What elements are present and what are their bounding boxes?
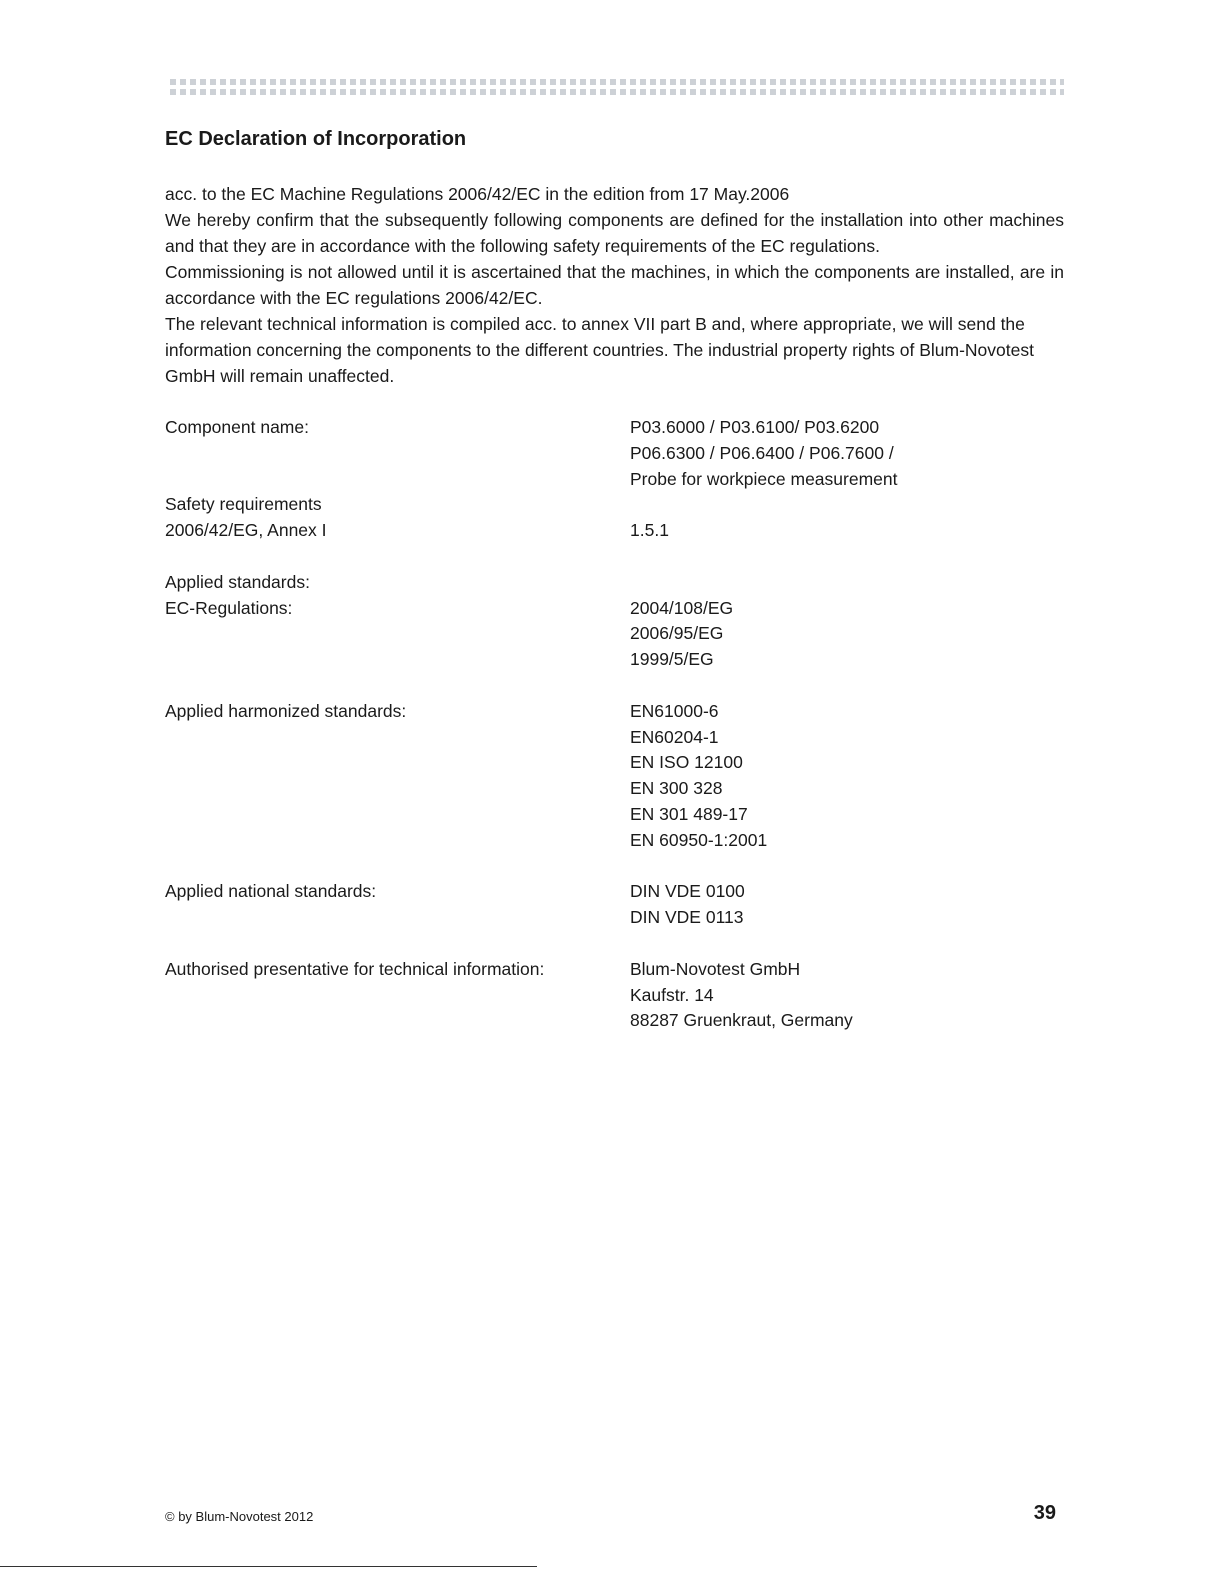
harmonized-standard-item: EN 300 328: [630, 778, 723, 799]
harmonized-standard-item: EN60204-1: [630, 726, 719, 747]
ec-regulations-row: [165, 596, 1064, 673]
ec-regulations-value: [630, 596, 1064, 673]
harmonized-standards-value: [630, 699, 1064, 854]
applied-standards-label: Applied standards:: [165, 571, 310, 592]
safety-row: [165, 492, 1064, 518]
authorised-address-line: 88287 Gruenkraut, Germany: [630, 1010, 853, 1031]
harmonized-standard-item: EN 301 489-17: [630, 803, 748, 824]
paragraph-commissioning: Commissioning is not allowed until it is ascertained that the machines, in which the components are installed, are in accordance with the EC regulations 2006/42/EC.: [165, 262, 1064, 308]
document-title: EC Declaration of Incorporation: [165, 128, 467, 150]
component-row: [165, 415, 1064, 492]
ec-regulations-label: EC-Regulations:: [165, 597, 293, 618]
document-body: [165, 124, 1064, 1034]
authorised-label: Authorised presentative for technical information:: [165, 958, 545, 979]
national-standards-value: [630, 879, 1064, 931]
authorised-value: [630, 957, 1064, 1034]
safety-label: Safety requirements: [165, 494, 322, 515]
header-dot-band: [170, 79, 1064, 95]
ec-regulation-item: 2004/108/EG: [630, 597, 734, 618]
national-standard-item: DIN VDE 0113: [630, 907, 744, 928]
harmonized-standards-label: Applied harmonized standards:: [165, 700, 407, 721]
footer-copyright: © by Blum-Novotest 2012: [165, 1509, 314, 1524]
safety-value: 1.5.1: [630, 520, 669, 541]
page-number: 39: [1033, 1502, 1056, 1524]
paragraph-confirmation: We hereby confirm that the subsequently following components are defined for the installation into other machines and that they are in accordance with the following safety requirements of the EC regulations.: [165, 210, 1064, 256]
paragraph-technical-info: The relevant technical information is compiled acc. to annex VII part B and, where appropriate, we will send the information concerning the components to the different countries. The industrial property rights of Blum-Novotest GmbH will remain unaffected.: [165, 314, 1034, 386]
document-subtitle: acc. to the EC Machine Regulations 2006/42/EC in the edition from 17 May.2006: [165, 184, 790, 204]
bottom-divider: [0, 1566, 537, 1567]
national-standards-row: [165, 879, 1064, 931]
national-standard-item: DIN VDE 0100: [630, 881, 745, 902]
component-label: Component name:: [165, 417, 309, 437]
harmonized-standard-item: EN61000-6: [630, 700, 719, 721]
component-value: [630, 415, 1064, 492]
component-value-line: P03.6000 / P03.6100/ P03.6200: [630, 417, 880, 437]
ec-regulation-item: 2006/95/EG: [630, 623, 724, 644]
safety-annex-row: [165, 518, 1064, 544]
component-value-line: P06.6300 / P06.6400 / P06.7600 /: [630, 442, 894, 463]
authorised-row: [165, 957, 1064, 1034]
authorised-address-line: Kaufstr. 14: [630, 984, 714, 1005]
ec-regulation-item: 1999/5/EG: [630, 649, 714, 670]
declaration-table: [165, 415, 1064, 1034]
harmonized-standard-item: EN ISO 12100: [630, 752, 743, 773]
national-standards-label: Applied national standards:: [165, 881, 377, 902]
authorised-address-line: Blum-Novotest GmbH: [630, 958, 801, 979]
harmonized-standards-row: [165, 699, 1064, 854]
harmonized-standard-item: EN 60950-1:2001: [630, 829, 768, 850]
safety-annex-label: 2006/42/EG, Annex I: [165, 520, 327, 541]
component-value-line: Probe for workpiece measurement: [630, 468, 898, 489]
applied-standards-row: [165, 570, 1064, 596]
